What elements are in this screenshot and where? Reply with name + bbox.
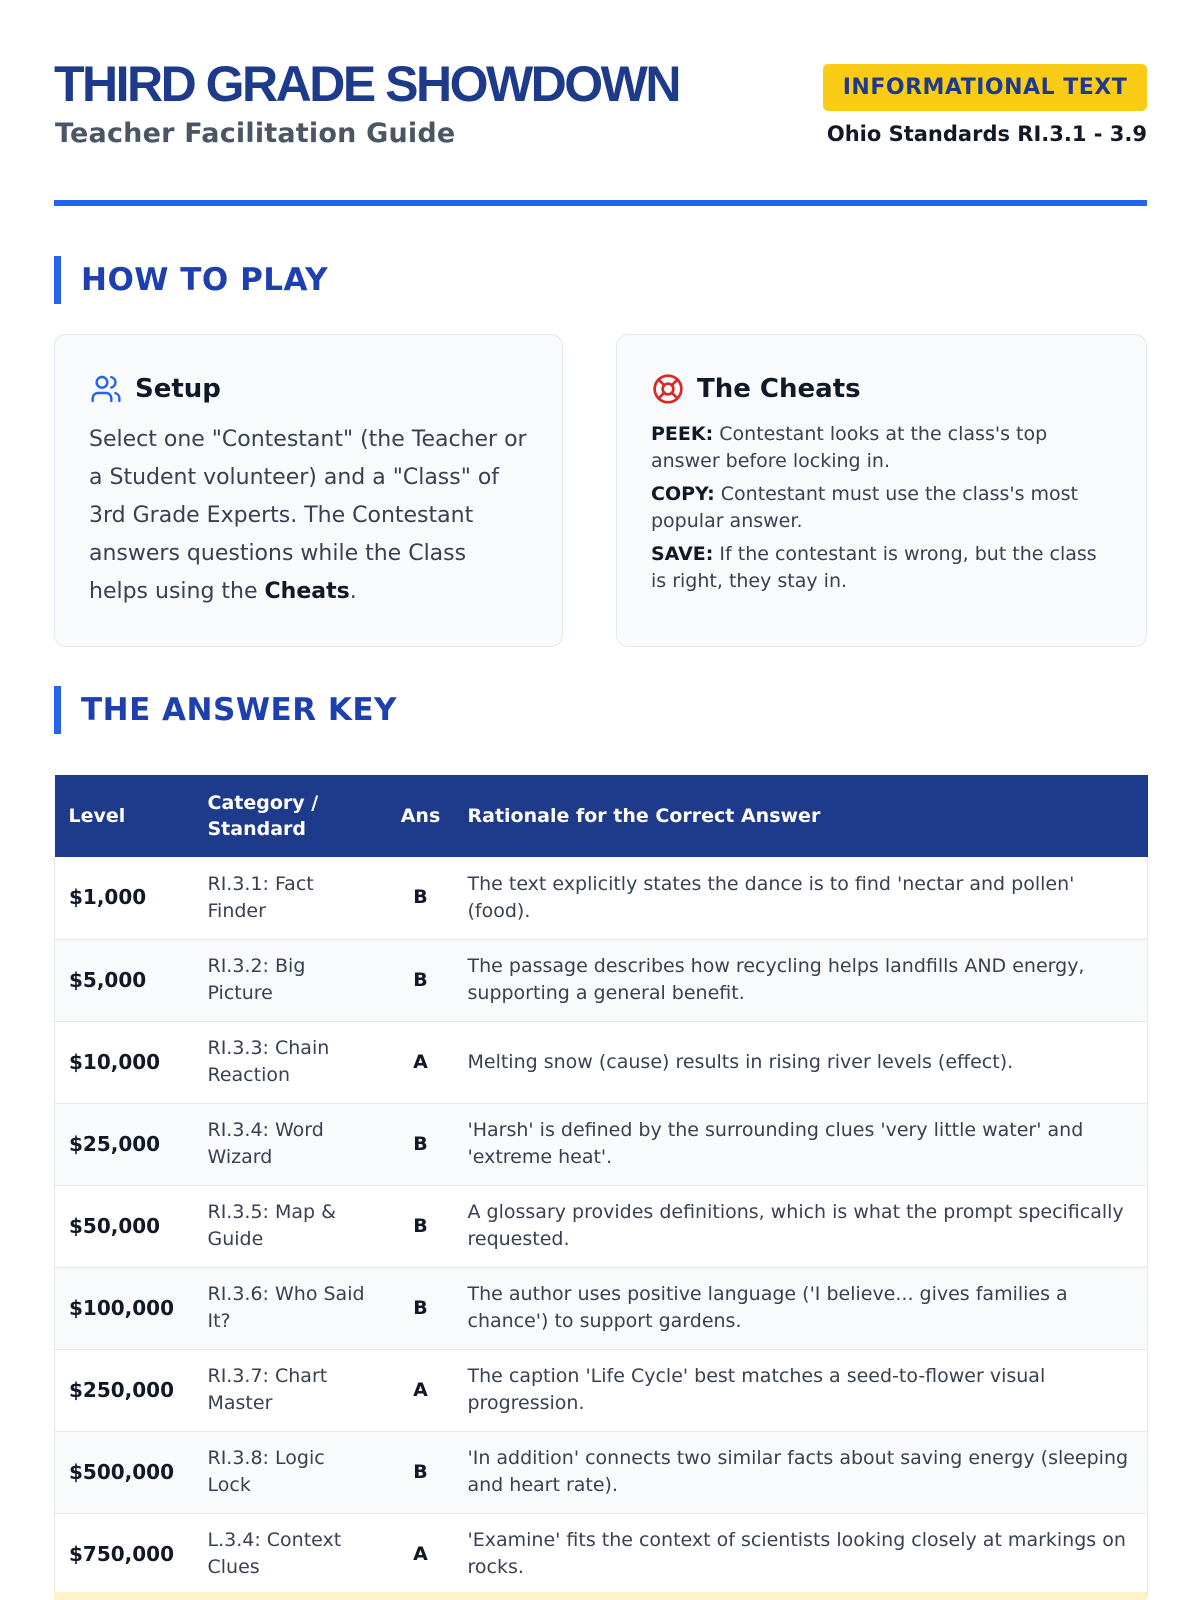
setup-card-header [89, 371, 528, 407]
cell-rationale: 'In addition' connects two similar facts about saving energy (sleeping and heart rate). [467, 1447, 1129, 1496]
cell-level: $10,000 [69, 1049, 161, 1074]
cell-level: $25,000 [69, 1131, 161, 1156]
cheats-emphasis: Cheats [264, 579, 350, 604]
cell-rationale: 'Harsh' is defined by the surrounding clues 'very little water' and 'extreme heat'. [467, 1119, 1084, 1168]
page-subtitle: Teacher Facilitation Guide [55, 118, 456, 149]
lifebuoy-icon [651, 372, 685, 406]
cell-answer: A [413, 1542, 428, 1565]
cell-answer: B [413, 1132, 428, 1155]
cell-answer: A [413, 1378, 428, 1401]
cell-category: L.3.4: Context Clues [207, 1529, 342, 1578]
cell-level: $5,000 [69, 967, 147, 992]
cell-level: $500,000 [69, 1459, 175, 1484]
table-row-partial [54, 1592, 1147, 1600]
table-body [55, 857, 1148, 1595]
cell-category: RI.3.6: Who Said It? [207, 1283, 365, 1332]
cell-answer: B [413, 1296, 428, 1319]
cell-level: $100,000 [69, 1295, 175, 1320]
setup-title: Setup [135, 374, 221, 404]
answer-key-table [54, 775, 1148, 1596]
cheat-copy [651, 481, 1112, 535]
cell-category: RI.3.3: Chain Reaction [207, 1037, 330, 1086]
cell-answer: A [413, 1050, 428, 1073]
cheat-text: If the contestant is wrong, but the class is right, they stay in. [651, 543, 1097, 592]
table-row [55, 1103, 1148, 1185]
column-header-rationale: Rationale for the Correct Answer [467, 805, 821, 827]
cheats-card-header [651, 371, 1112, 407]
table-row [55, 939, 1148, 1021]
cell-rationale: A glossary provides definitions, which is what the prompt specifically requested. [467, 1201, 1124, 1250]
cheat-peek [651, 421, 1112, 475]
setup-card [54, 334, 563, 647]
cheat-label: PEEK: [651, 423, 714, 445]
answer-key-heading: THE ANSWER KEY [54, 686, 397, 734]
cheat-text: Contestant must use the class's most popular answer. [651, 483, 1079, 532]
cell-category: RI.3.7: Chart Master [207, 1365, 328, 1414]
cheat-save [651, 541, 1112, 595]
cell-level: $750,000 [69, 1541, 175, 1566]
cell-rationale: The passage describes how recycling helps landfills AND energy, supporting a general benefit. [467, 955, 1085, 1004]
cell-level: $1,000 [69, 885, 147, 910]
table-row [55, 1185, 1148, 1267]
setup-description [89, 421, 528, 611]
cell-category: RI.3.5: Map & Guide [207, 1201, 336, 1250]
cell-category: RI.3.4: Word Wizard [207, 1119, 324, 1168]
column-header-level: Level [68, 805, 126, 827]
setup-text: Select one "Contestant" (the Teacher or a Student volunteer) and a "Class" of 3rd Grade Experts. The Contestant answers questions while the Class helps using the [89, 427, 527, 604]
cell-category: RI.3.2: Big Picture [207, 955, 306, 1004]
column-header-ans: Ans [400, 805, 441, 827]
header-divider [54, 200, 1147, 206]
table-row [55, 1267, 1148, 1349]
how-to-play-heading: HOW TO PLAY [54, 256, 328, 304]
category-badge: INFORMATIONAL TEXT [823, 64, 1147, 111]
table-row [55, 857, 1148, 939]
cell-rationale: The text explicitly states the dance is to find 'nectar and pollen' (food). [467, 872, 1075, 922]
standards-label: Ohio Standards RI.3.1 - 3.9 [826, 122, 1147, 146]
cell-category: RI.3.1: Fact Finder [207, 872, 314, 922]
cell-rationale: Melting snow (cause) results in rising river levels (effect). [467, 1050, 1014, 1073]
cell-rationale: 'Examine' fits the context of scientists looking closely at markings on rocks. [467, 1529, 1126, 1578]
cheat-label: SAVE: [651, 543, 714, 565]
table-row [55, 1349, 1148, 1431]
header [54, 56, 1147, 156]
cheats-title: The Cheats [697, 374, 861, 404]
cell-answer: B [413, 886, 428, 909]
cell-answer: B [413, 968, 428, 991]
setup-text-end: . [349, 579, 357, 604]
cheats-card [616, 334, 1147, 647]
cell-rationale: The caption 'Life Cycle' best matches a seed-to-flower visual progression. [467, 1365, 1046, 1414]
table-row [55, 1431, 1148, 1513]
users-icon [89, 372, 123, 406]
answer-key-table-wrapper [54, 775, 1147, 1596]
table-row [55, 1021, 1148, 1103]
table-header-row [55, 775, 1148, 857]
cell-rationale: The author uses positive language ('I believe... gives families a chance') to support gardens. [467, 1283, 1068, 1332]
cell-category: RI.3.8: Logic Lock [207, 1447, 325, 1496]
cell-answer: B [413, 1214, 428, 1237]
cheat-label: COPY: [651, 483, 715, 505]
cell-answer: B [413, 1460, 428, 1483]
cheat-text: Contestant looks at the class's top answer before locking in. [651, 423, 1048, 472]
page-title: THIRD GRADE SHOWDOWN [54, 56, 679, 112]
table-row [55, 1513, 1148, 1595]
cell-level: $250,000 [69, 1377, 175, 1402]
column-header-category: Category / Standard [207, 792, 319, 840]
cell-level: $50,000 [69, 1213, 161, 1238]
